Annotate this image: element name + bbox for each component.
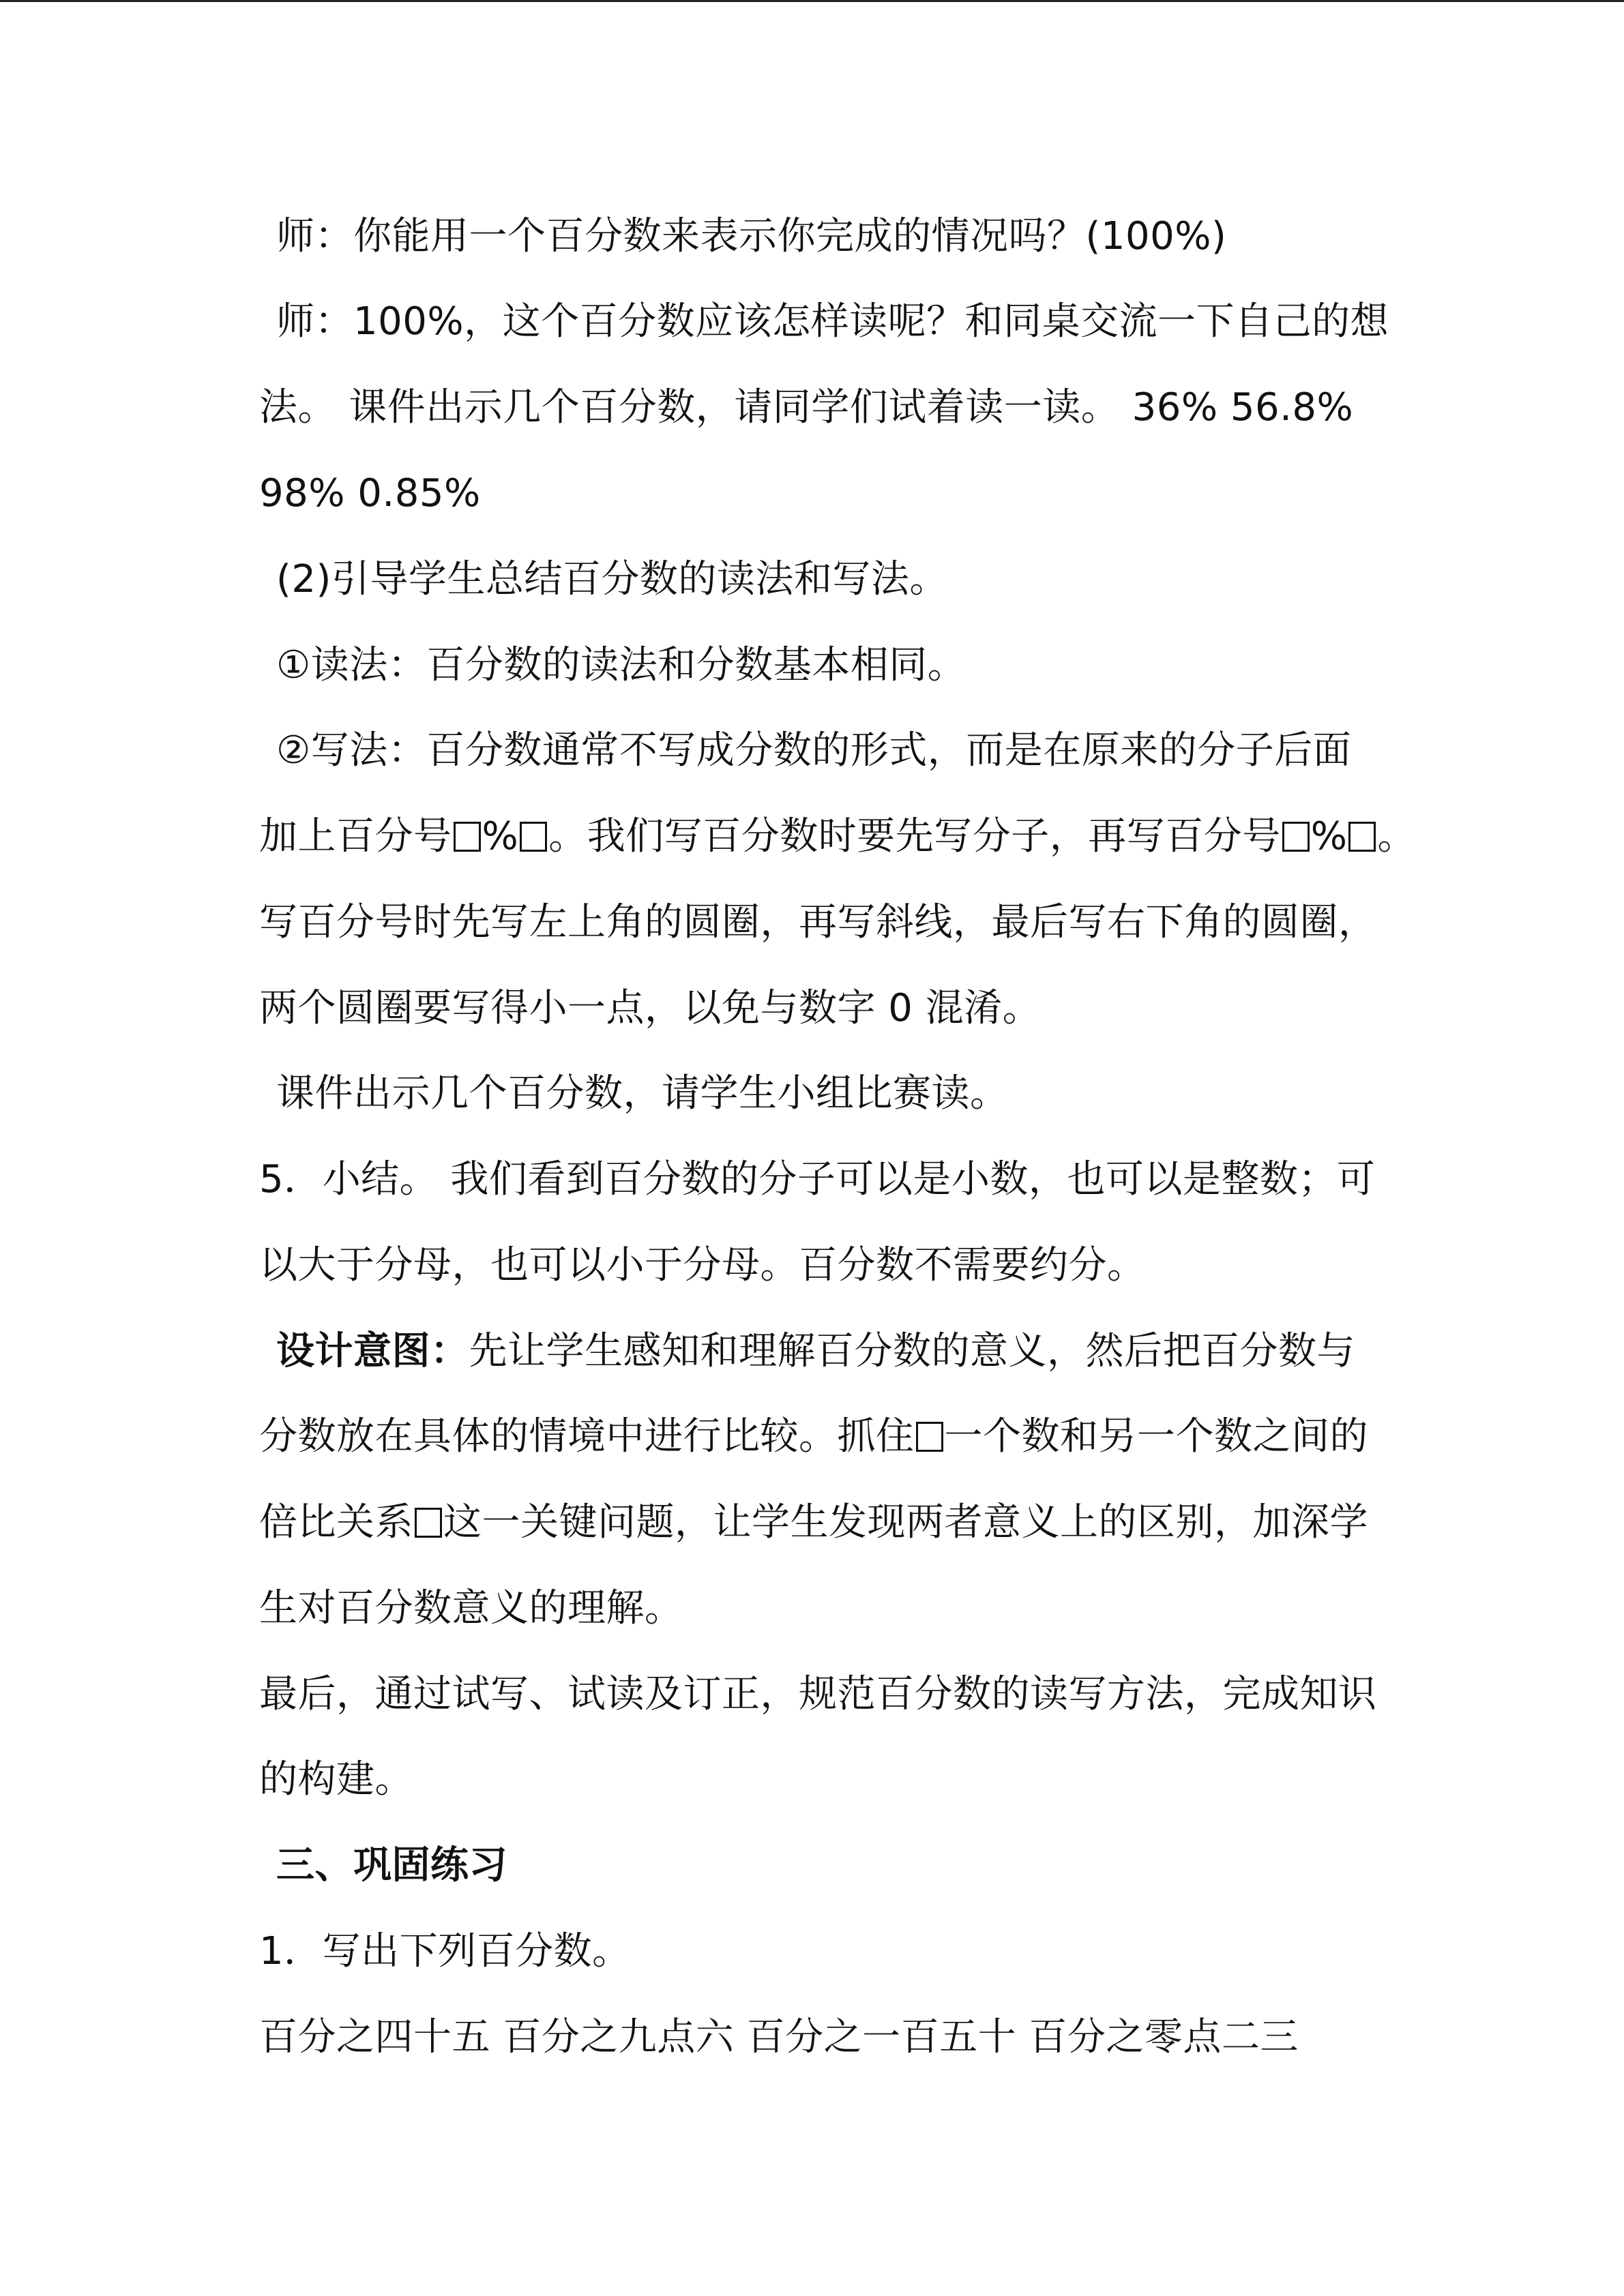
summary-heading-line: 5．小结。 我们看到百分数的分子可以是小数，也可以是整数；可 bbox=[259, 1157, 1376, 1202]
writing-rule-line: ②写法：百分数通常不写成分数的形式，而是在原来的分子后面 bbox=[276, 728, 1352, 773]
reading-rule-line: ①读法：百分数的读法和分数基本相同。 bbox=[276, 643, 966, 687]
paragraph-line-16 bbox=[259, 1499, 1368, 1547]
paragraph-line-11: 课件出示几个百分数，请学生小组比赛读。 bbox=[276, 1071, 1009, 1116]
page-top-border bbox=[0, 0, 1624, 2]
paragraph-line-1: 师：你能用一个百分数来表示你完成的情况吗？(100%) bbox=[276, 214, 1227, 258]
percent-line-text-before: 加上百分号 bbox=[259, 814, 452, 859]
design-intent-line bbox=[276, 1328, 1355, 1375]
line-16-text-before: 倍比关系 bbox=[259, 1500, 413, 1545]
exercise-1-title: 1．写出下列百分数。 bbox=[259, 1929, 631, 1973]
paragraph-line-4: 98% 0.85% bbox=[259, 471, 481, 516]
percent-sign: % bbox=[1310, 814, 1348, 859]
paragraph-line-2: 师：100%，这个百分数应该怎样读呢？和同桌交流一下自己的想 bbox=[276, 299, 1389, 344]
paragraph-line-19: 的构建。 bbox=[259, 1757, 413, 1802]
design-intent-text: 先让学生感知和理解百分数的意义，然后把百分数与 bbox=[469, 1329, 1355, 1373]
paragraph-line-5: (2)引导学生总结百分数的读法和写法。 bbox=[276, 557, 948, 601]
missing-glyph-box bbox=[415, 1508, 442, 1538]
missing-glyph-box bbox=[1282, 822, 1310, 852]
missing-glyph-box bbox=[916, 1422, 943, 1452]
missing-glyph-box bbox=[454, 822, 481, 852]
paragraph-line-15 bbox=[259, 1413, 1368, 1461]
paragraph-line-17: 生对百分数意义的理解。 bbox=[259, 1586, 683, 1630]
missing-glyph-box bbox=[1348, 822, 1376, 852]
paragraph-line-3: 法。 课件出示几个百分数，请同学们试着读一读。 36% 56.8% bbox=[259, 385, 1354, 430]
paragraph-line-9: 写百分号时先写左上角的圆圈，再写斜线，最后写右下角的圆圈， bbox=[259, 900, 1377, 944]
paragraph-line-18: 最后，通过试写、试读及订正，规范百分数的读写方法，完成知识 bbox=[259, 1672, 1377, 1716]
exercise-1-items: 百分之四十五 百分之九点六 百分之一百五十 百分之零点二三 bbox=[259, 2015, 1299, 2059]
line-15-text-before: 分数放在具体的情境中进行比较。抓住 bbox=[259, 1414, 915, 1459]
line-16-text-after: 这一关键问题，让学生发现两者意义上的区别，加深学 bbox=[443, 1500, 1368, 1545]
percent-sign: % bbox=[482, 814, 519, 859]
missing-glyph-box bbox=[520, 822, 547, 852]
percent-line-text-middle: 。我们写百分数时要先写分子，再写百分号 bbox=[548, 814, 1281, 859]
line-15-text-after: 一个数和另一个数之间的 bbox=[944, 1414, 1368, 1459]
design-intent-label: 设计意图： bbox=[276, 1329, 469, 1373]
paragraph-line-13: 以大于分母，也可以小于分母。百分数不需要约分。 bbox=[259, 1243, 1146, 1287]
percent-sign-line bbox=[259, 813, 1416, 861]
section-heading-practice: 三、巩固练习 bbox=[276, 1843, 507, 1888]
paragraph-line-10: 两个圆圈要写得小一点，以免与数字 0 混淆。 bbox=[259, 986, 1042, 1030]
percent-line-text-after: 。 bbox=[1377, 814, 1416, 859]
